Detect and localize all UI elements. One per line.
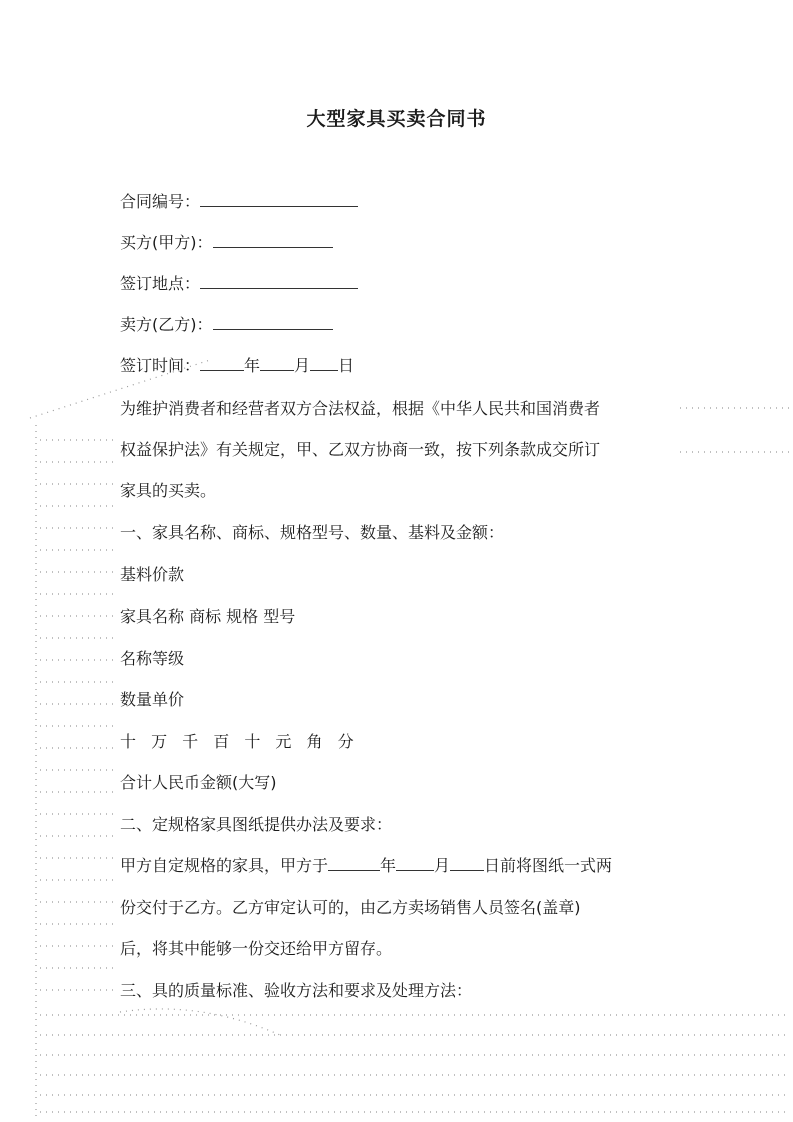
sign-place-line — [120, 274, 358, 294]
section1-row-total: 合计人民币金额(大写) — [120, 773, 277, 792]
section1-row-digits: 十 万 千 百 十 元 角 分 — [120, 732, 359, 751]
buyer-field[interactable] — [213, 233, 333, 248]
section1-row-base-price: 基料价款 — [120, 565, 185, 584]
seller-line — [120, 315, 333, 335]
sign-time-label: 签订时间： — [120, 356, 201, 375]
drawing-month-label: 月 — [434, 856, 451, 875]
section3-heading: 三、具的质量标准、验收方法和要求及处理方法： — [120, 981, 473, 1000]
section1-row-qty-price: 数量单价 — [120, 690, 185, 709]
buyer-line — [120, 233, 333, 253]
sign-time-line — [120, 356, 354, 376]
month-label: 月 — [294, 356, 311, 375]
section1-row-grade: 名称等级 — [120, 649, 185, 668]
preamble-line-2: 权益保护法》有关规定，甲、乙双方协商一致，按下列条款成交所订 — [120, 440, 601, 459]
section2-line-1 — [120, 856, 612, 876]
section1-row-name-brand: 家具名称 商标 规格 型号 — [120, 607, 296, 626]
document-title: 大型家具买卖合同书 — [306, 108, 487, 130]
sign-place-label: 签订地点： — [120, 274, 201, 293]
sign-month-field[interactable] — [260, 356, 294, 371]
seller-label: 卖方(乙方)： — [120, 315, 213, 334]
section2-line1-text-d: 日前将图纸一式两 — [484, 856, 613, 875]
contract-no-field[interactable] — [200, 192, 358, 207]
section2-heading: 二、定规格家具图纸提供办法及要求： — [120, 815, 393, 834]
sign-place-field[interactable] — [200, 274, 358, 289]
contract-no-label: 合同编号： — [120, 192, 201, 211]
sign-day-field[interactable] — [310, 356, 338, 371]
contract-no-line — [120, 192, 358, 212]
section2-line1-text-a: 甲方自定规格的家具，甲方于 — [120, 856, 329, 875]
drawing-year-label: 年 — [380, 856, 397, 875]
drawing-year-field[interactable] — [328, 856, 380, 871]
sign-year-field[interactable] — [200, 356, 244, 371]
preamble-line-3: 家具的买卖。 — [120, 481, 217, 500]
section2-line-2: 份交付于乙方。乙方审定认可的，由乙方卖场销售人员签名(盖章) — [120, 898, 581, 917]
year-label: 年 — [244, 356, 261, 375]
day-label: 日 — [338, 356, 355, 375]
buyer-label: 买方(甲方)： — [120, 233, 213, 252]
section1-heading: 一、家具名称、商标、规格型号、数量、基料及金额： — [120, 523, 505, 542]
section2-line-3: 后，将其中能够一份交还给甲方留存。 — [120, 939, 393, 958]
drawing-day-field[interactable] — [450, 856, 484, 871]
seller-field[interactable] — [213, 315, 333, 330]
preamble-line-1: 为维护消费者和经营者双方合法权益，根据《中华人民共和国消费者 — [120, 399, 601, 418]
drawing-month-field[interactable] — [396, 856, 434, 871]
